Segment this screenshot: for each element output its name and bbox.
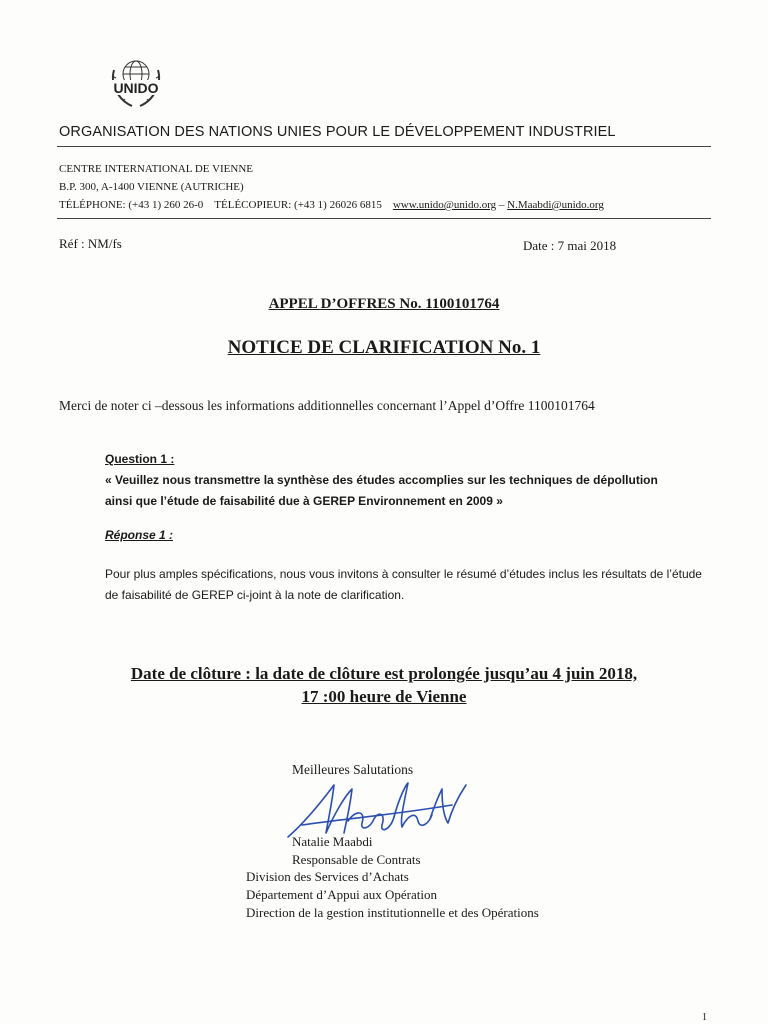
signatory-direction: Direction de la gestion institutionnelle et des Opérations — [246, 905, 539, 920]
postal-address: B.P. 300, A-1400 VIENNE (AUTRICHE) — [59, 181, 244, 193]
question-label: Question 1 : — [105, 452, 175, 466]
email-link[interactable]: N.Maabdi@unido.org — [507, 199, 604, 211]
intro-text: Merci de noter ci –dessous les informations additionnelles concernant l’Appel d’Offre 1100101764 — [59, 398, 595, 413]
signatory-role: Responsable de Contrats — [292, 852, 421, 867]
signatory-name: Natalie Maabdi — [292, 834, 373, 849]
closing-date-line-2: 17 :00 heure de Vienne — [301, 687, 467, 706]
answer-label: Réponse 1 : — [105, 528, 174, 542]
unido-logo — [100, 52, 172, 114]
letter-date: Date : 7 mai 2018 — [523, 238, 617, 253]
greeting: Meilleures Salutations — [292, 762, 414, 777]
notice-title: NOTICE DE CLARIFICATION No. 1 — [227, 337, 541, 358]
signatory-department: Département d’Appui aux Opération — [246, 887, 437, 902]
question-text: « Veuillez nous transmettre la synthèse des études accomplies sur les techniques de dépollution ainsi que l’étude de faisabilité due à GEREP Environnement en 2009 » — [105, 473, 658, 508]
header-divider — [57, 146, 711, 147]
contact-line — [59, 199, 604, 211]
closing-date-notice — [0, 662, 768, 708]
reference: Réf : NM/fs — [59, 236, 122, 251]
answer-text: Pour plus amples spécifications, nous vous invitons à consulter le résumé d’études inclus les résultats de l’étude de faisabilité de GEREP ci-joint à la note de clarification. — [105, 567, 702, 602]
phone-number: TÉLÉPHONE: (+43 1) 260 26-0 — [59, 199, 204, 211]
page-number: 1 — [702, 1012, 707, 1023]
closing-date-line-1: Date de clôture : la date de clôture est prolongée jusqu’au 4 juin 2018, — [130, 664, 638, 683]
address-divider — [57, 218, 711, 219]
website-link[interactable]: www.unido@unido.org — [392, 199, 497, 211]
fax-number: TÉLÉCOPIEUR: (+43 1) 26026 6815 — [214, 199, 382, 211]
tender-title: APPEL D’OFFRES No. 1100101764 — [268, 296, 500, 312]
center-name: CENTRE INTERNATIONAL DE VIENNE — [59, 163, 253, 175]
signatory-division: Division des Services d’Achats — [246, 869, 409, 884]
logo-text: UNIDO — [113, 80, 159, 96]
organization-name: ORGANISATION DES NATIONS UNIES POUR LE DÉVELOPPEMENT INDUSTRIEL — [59, 124, 616, 140]
contact-separator: – — [496, 199, 508, 211]
